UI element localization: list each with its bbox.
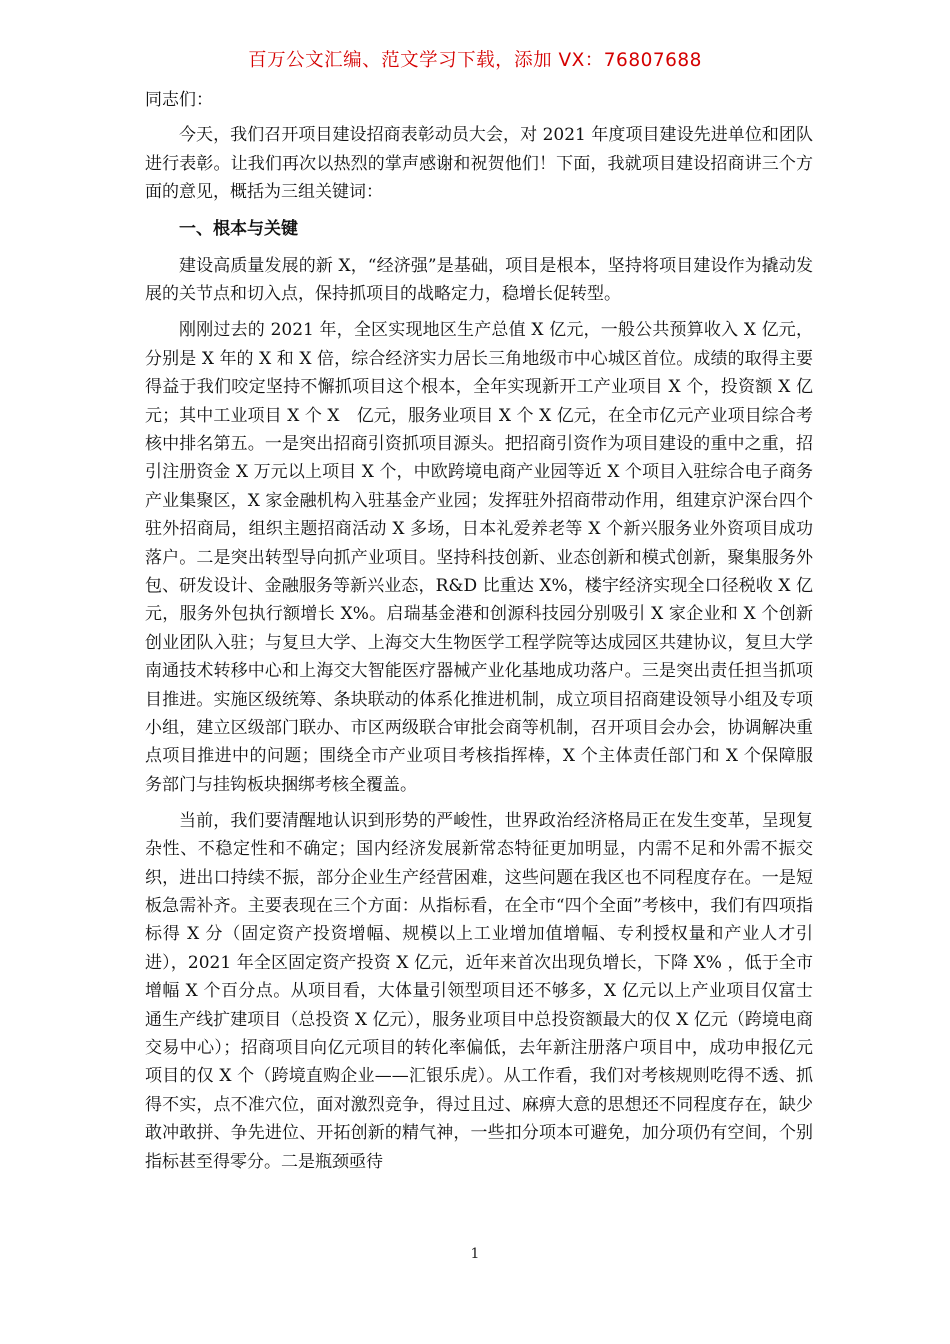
body-paragraph: 刚刚过去的 2021 年，全区实现地区生产总值 X 亿元，一般公共预算收入 X 亿元，分别是 X 年的 X 和 X 倍，综合经济实力居长三角地级市中心城区首位。成绩的取得主要得益于我们咬定坚持不懈抓项目这个根本，全年实现新开工产业项目 X 个，投资额 X 亿元；其中工业项目 X 个 X 亿元，服务业项目 X 个 X 亿元，在全市亿元产业项目综合考核中排名第五。一是突出招商引资抓项目源头。把招商引资作为项目建设的重中之重，招引注册资金 X 万元以上项目 X 个，中欧跨境电商产业园等近 X 个项目入驻综合电子商务产业集聚区，X 家金融机构入驻基金产业园；发挥驻外招商带动作用，组建京沪深台四个驻外招商局，组织主题招商活动 X 多场，日本礼爱养老等 X 个新兴服务业外资项目成功落户。二是突出转型导向抓产业项目。坚持科技创新、业态创新和模式创新，聚集服务外包、研发设计、金融服务等新兴业态，R&D 比重达 X%，楼宇经济实现全口径税收 X 亿元，服务外包执行额增长 X%。启瑞基金港和创源科技园分别吸引 X 家企业和 X 个创新创业团队入驻；与复旦大学、上海交大生物医学工程学院等达成园区共建协议，复旦大学南通技术转移中心和上海交大智能医疗器械产业化基地成功落户。三是突出责任担当抓项目推进。实施区级统筹、条块联动的体系化推进机制，成立项目招商建设领导小组及专项小组，建立区级部门联办、市区两级联合审批会商等机制，召开项目会办会，协调解决重点项目推进中的问题；围绕全市产业项目考核指挥棒，X 个主体责任部门和 X 个保障服务部门与挂钩板块捆绑考核全覆盖。 bbox=[145, 320, 813, 795]
body-paragraph: 建设高质量发展的新 X，“经济强”是基础，项目是根本，坚持将项目建设作为撬动发展的关节点和切入点，保持抓项目的战略定力，稳增长促转型。 bbox=[145, 256, 813, 305]
body-paragraph: 当前，我们要清醒地认识到形势的严峻性，世界政治经济格局正在发生变革，呈现复杂性、不稳定性和不确定；国内经济发展新常态特征更加明显，内需不足和外需不振交织，进出口持续不振，部分企业生产经营困难，这些问题在我区也不同程度存在。一是短板急需补齐。主要表现在三个方面：从指标看，在全市“四个全面”考核中，我们有四项指标得 X 分（固定资产投资增幅、规模以上工业增加值增幅、专利授权量和产业人才引进），2021 年全区固定资产投资 X 亿元，近年来首次出现负增长，下降 X% ，低于全市增幅 X 个百分点。从项目看，大体量引领型项目还不够多，X 亿元以上产业项目仅富士通生产线扩建项目（总投资 X 亿元），服务业项目中总投资额最大的仅 X 亿元（跨境电商交易中心）；招商项目向亿元项目的转化率偏低，去年新注册落户项目中，成功申报亿元项目的仅 X 个（跨境直购企业——汇银乐虎）。从工作看，我们对考核规则吃得不透、抓得不实，点不准穴位，面对激烈竞争，得过且过、麻痹大意的思想还不同程度存在，缺少敢冲敢拼、争先进位、开拓创新的精气神，一些扣分项本可避免，加分项仍有空间，个别指标甚至得零分。二是瓶颈亟待 bbox=[145, 810, 813, 1172]
section-heading: 一、根本与关键 bbox=[179, 218, 298, 239]
page-number: 1 bbox=[470, 1246, 480, 1262]
salutation: 同志们： bbox=[145, 90, 213, 110]
intro-paragraph: 今天，我们召开项目建设招商表彰动员大会，对 2021 年度项目建设先进单位和团队进行表彰。让我们再次以热烈的掌声感谢和祝贺他们！下面，我就项目建设招商讲三个方面的意见，概括为三组关键词： bbox=[145, 125, 813, 203]
header-banner: 百万公文汇编、范文学习下载，添加 VX：76807688 bbox=[248, 50, 702, 71]
document-body bbox=[145, 86, 813, 1184]
